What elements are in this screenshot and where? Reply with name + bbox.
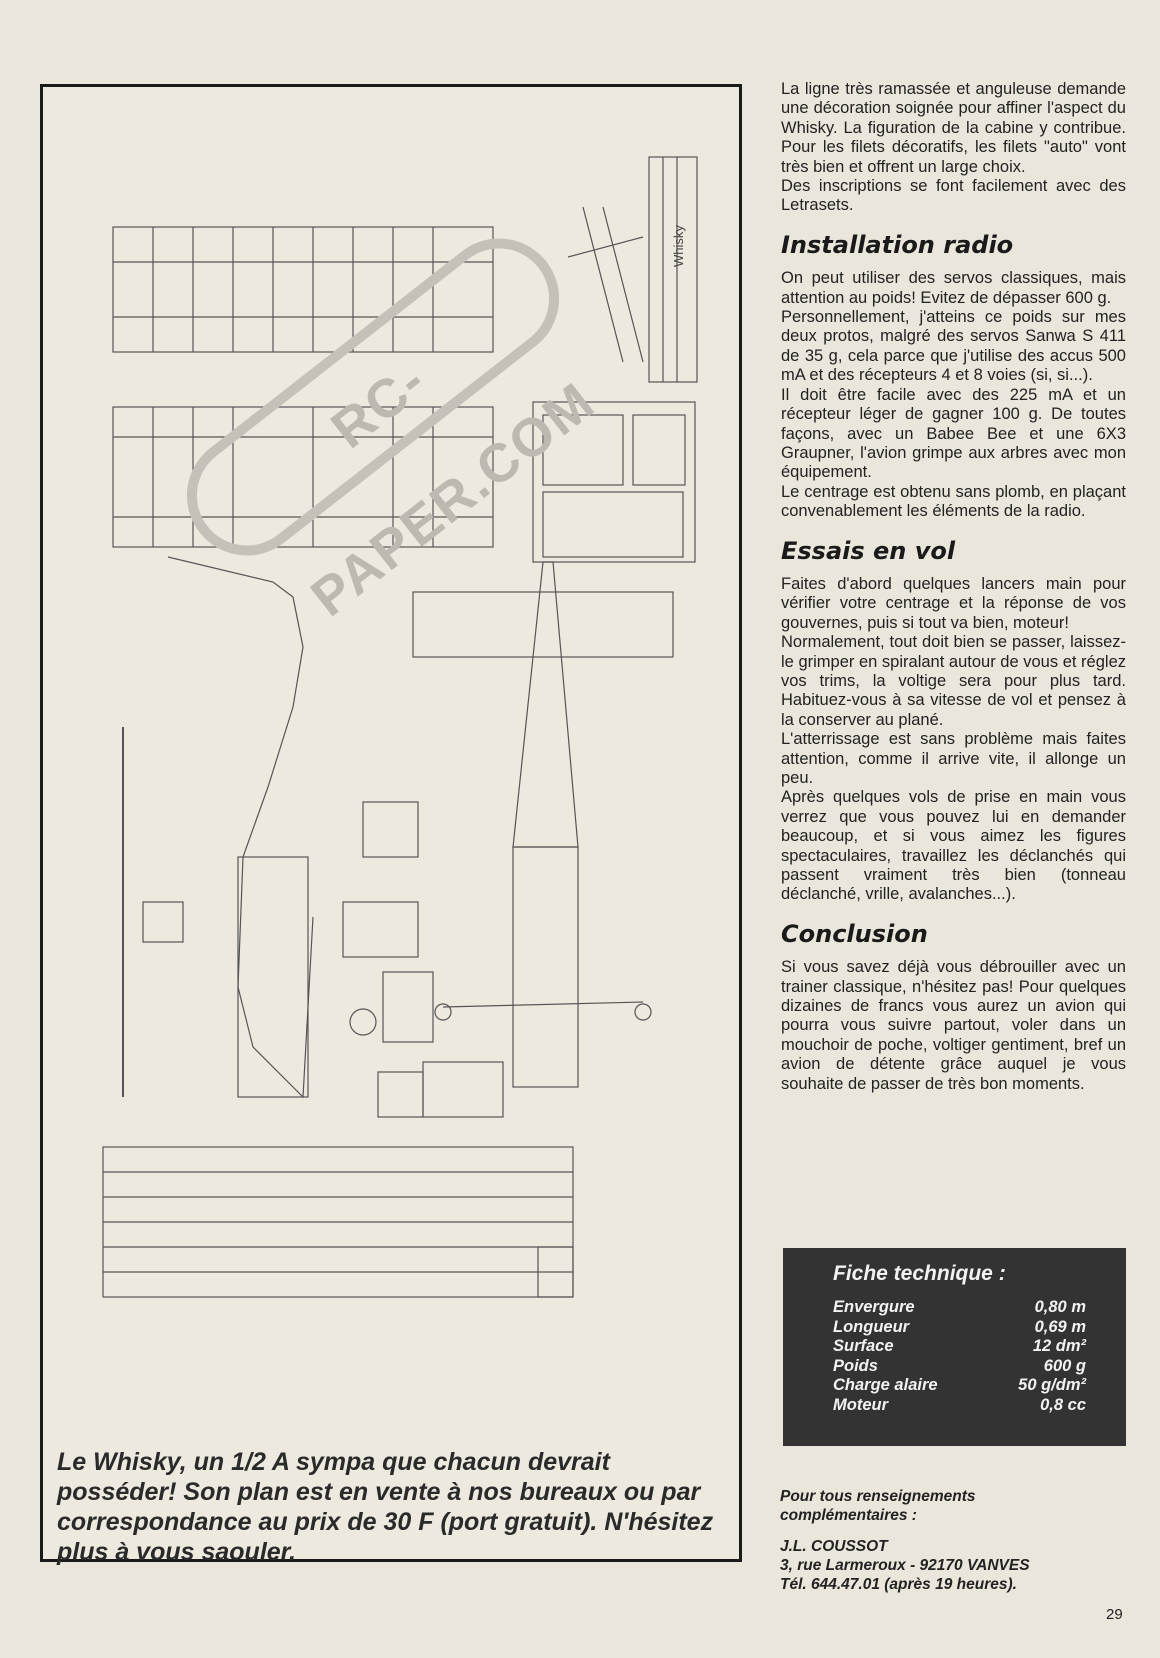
tech-label: Longueur: [833, 1317, 910, 1336]
heading-essais-en-vol: Essais en vol: [781, 536, 956, 565]
section-paragraph: Faites d'abord quelques lancers main pour vérifier votre centrage et la réponse de vos gouvernes, puis si tout va bien, moteur!: [781, 574, 1126, 632]
tech-label: Moteur: [833, 1395, 888, 1414]
fuselage-side-view: [168, 557, 313, 1097]
tech-label: Envergure: [833, 1298, 915, 1316]
tech-value: 600 g: [1043, 1356, 1086, 1375]
tech-row: [833, 1318, 1086, 1338]
contact-address: 3, rue Larmeroux - 92170 VANVES: [780, 1557, 1030, 1574]
section-paragraph: Si vous savez déjà vous débrouiller avec un trainer classique, n'hésitez pas! Pour quelques dizaines de francs vous aurez un avion qui pourra vous suivre partout, voler dans un mouchoir de poche, voltiger gentiment, bref un avion de détente grâce auquel je vous souhaite de passer de très bon moments.: [781, 958, 1126, 1093]
tech-value: 0,80 m: [1034, 1298, 1086, 1316]
tech-row: [833, 1337, 1086, 1357]
tech-row: [833, 1396, 1086, 1416]
section-paragraph: Le centrage est obtenu sans plomb, en plaçant convenablement les éléments de la radio.: [781, 482, 1126, 521]
tech-label: Surface: [833, 1337, 894, 1355]
section-paragraph: Après quelques vols de prise en main vous verrez que vous pouvez lui en demander beaucoup, et si vous aimez les figures spectaculaires, travaillez les déclanchés qui passent vraiment très bien (tonneau déclanché, vrille, avalanches...).: [781, 788, 1126, 904]
section-paragraph: Personnellement, j'atteins ce poids sur mes deux protos, malgré des servos Sanwa S 411 de 35 g, cela parce que j'utilise des accus 500 mA et des récepteurs 4 et 8 voies (si, si...).: [781, 308, 1126, 385]
contact-phone: Tél. 644.47.01 (après 19 heures).: [780, 1576, 1017, 1593]
article-column: [781, 80, 1126, 1094]
section-paragraph: Normalement, tout doit bien se passer, laissez-le grimper en spiralant autour de vous et réglez vos trims, la voltige sera pour plus tard. Habituez-vous à sa vitesse de vol et pensez à la conserver au plané.: [781, 633, 1126, 729]
tech-label: Poids: [833, 1356, 878, 1375]
tech-value: 12 dm²: [1032, 1337, 1086, 1355]
tech-row: [833, 1357, 1086, 1377]
tech-sheet-box: [783, 1248, 1126, 1446]
tech-value: 50 g/dm²: [1018, 1376, 1086, 1394]
tailplane-view: [413, 592, 673, 657]
section-paragraph: On peut utiliser des servos classiques, mais attention au poids! Evitez de dépasser 600 g.: [781, 269, 1126, 307]
tech-row: [833, 1298, 1086, 1318]
tech-value: 0,69 m: [1034, 1317, 1086, 1336]
contact-intro: complémentaires :: [780, 1507, 917, 1524]
intro-paragraph: Des inscriptions se font facilement avec des Letrasets.: [781, 177, 1126, 215]
tech-label: Charge alaire: [833, 1376, 938, 1394]
contact-name: J.L. COUSSOT: [780, 1538, 888, 1555]
title-block: [649, 157, 697, 382]
title-block-text: Whisky: [671, 225, 686, 267]
contact-intro: Pour tous renseignements: [780, 1488, 976, 1505]
watermark-logo: RC-PAPER.COM: [163, 214, 584, 579]
section-paragraph: Il doit être facile avec des 225 mA et un récepteur léger de gagner 100 g. De toutes façons, avec un Babee Bee et une 6X3 Graupner, l'avion grimpe aux arbres avec mon équipement.: [781, 385, 1126, 482]
tech-sheet-title: Fiche technique :: [833, 1262, 1006, 1285]
heading-installation-radio: Installation radio: [781, 230, 1014, 259]
plan-caption: Le Whisky, un 1/2 A sympa que chacun devrait posséder! Son plan est en vente à nos bureaux ou par correspondance au prix de 30 F (port gratuit). N'hésitez plus à vous saouler.: [57, 1448, 714, 1566]
page-number: 29: [1106, 1606, 1123, 1623]
tech-row: [833, 1376, 1086, 1396]
intro-paragraph: La ligne très ramassée et anguleuse demande une décoration soignée pour affiner l'aspect du Whisky. La figuration de la cabine y contribue. Pour les filets décoratifs, les filets "auto" vont très bien et offrent un large choix.: [781, 80, 1126, 176]
fuselage-top-view: [513, 562, 578, 847]
contact-block: [780, 1487, 1140, 1594]
heading-conclusion: Conclusion: [781, 919, 928, 948]
plan-drawing: [43, 87, 739, 1427]
section-paragraph: L'atterrissage est sans problème mais faites attention, comme il arrive vite, il allonge un peu.: [781, 730, 1126, 787]
plan-frame: [40, 84, 742, 1566]
tech-value: 0,8 cc: [1040, 1395, 1086, 1414]
